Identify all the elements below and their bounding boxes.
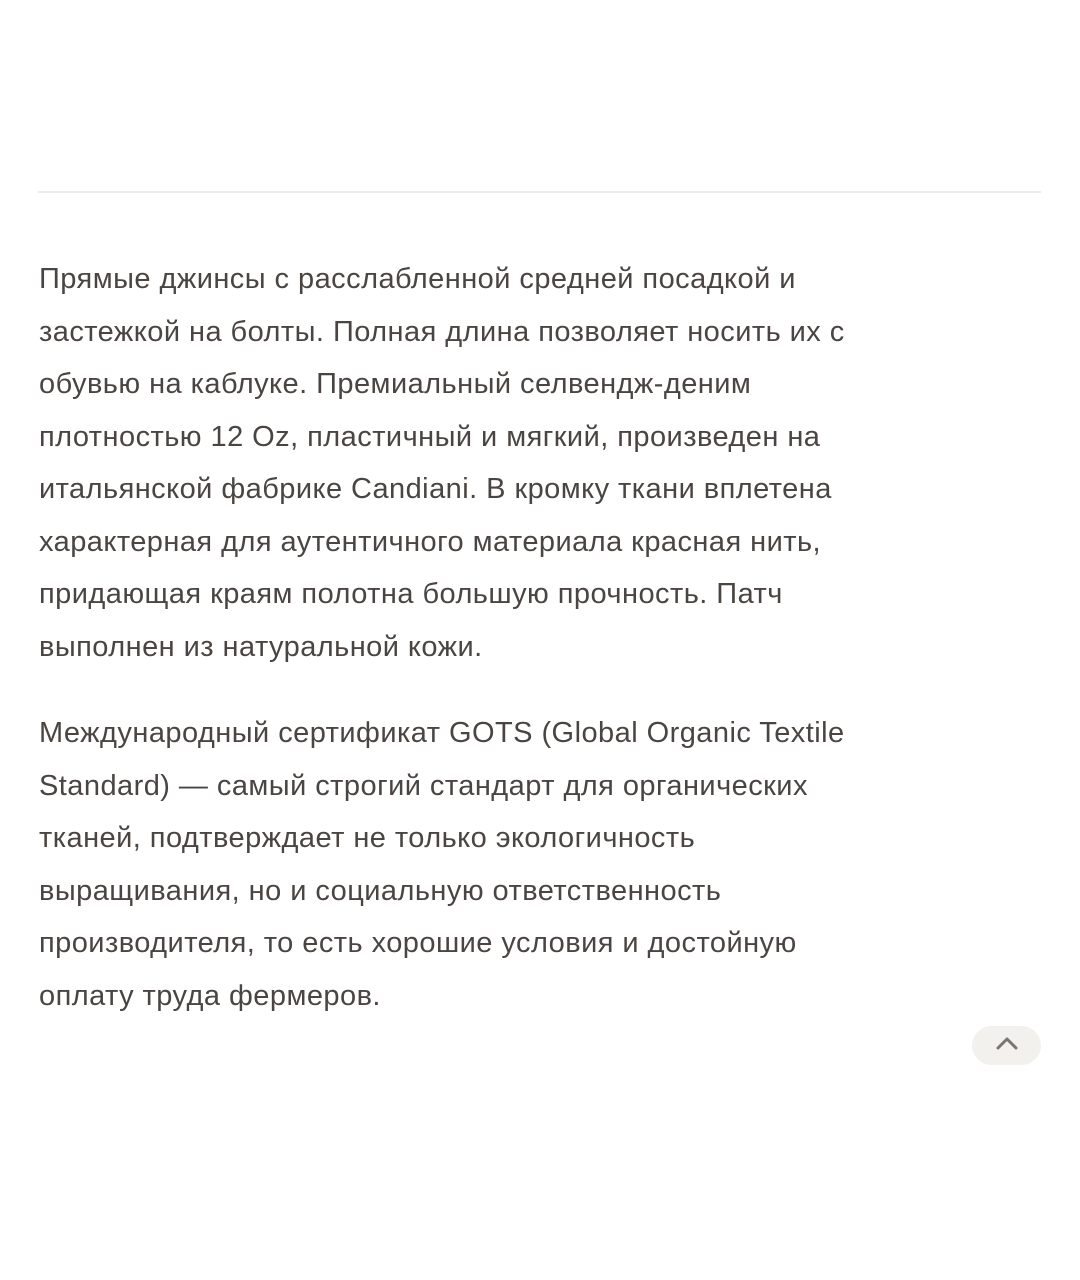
text-line: тканей, подтверждает не только экологичность (39, 822, 696, 854)
description-paragraph-certificate (39, 707, 1039, 1022)
text-line: выращивания, но и социальную ответственность (39, 874, 722, 907)
text-line: придающая краям полотна большую прочность. Патч (39, 578, 783, 610)
description-paragraph-product (39, 253, 1039, 673)
text-line: плотностью 12 Oz, пластичный и мягкий, произведен на (39, 420, 821, 453)
scroll-to-top-button[interactable] (972, 1026, 1041, 1065)
text-line: выполнен из натуральной кожи. (39, 630, 483, 663)
text-line: обувью на каблуке. Премиальный селвендж-деним (39, 368, 752, 400)
text-line: Standard) — самый строгий стандарт для органических (39, 769, 808, 802)
text-line: застежкой на болты. Полная длина позволяет носить их с (39, 315, 845, 348)
text-line: характерная для аутентичного материала красная нить, (39, 525, 822, 558)
text-line: производителя, то есть хорошие условия и достойную (39, 927, 797, 959)
text-line: оплату труда фермеров. (39, 979, 381, 1012)
chevron-up-icon (995, 1036, 1019, 1055)
section-divider (38, 191, 1041, 193)
product-description (39, 253, 1039, 1022)
text-line: итальянской фабрике Candiani. В кромку ткани вплетена (39, 473, 832, 505)
text-line: Прямые джинсы с расслабленной средней посадкой и (39, 263, 796, 295)
text-line: Международный сертификат GOTS (Global Organic Textile (39, 717, 845, 749)
